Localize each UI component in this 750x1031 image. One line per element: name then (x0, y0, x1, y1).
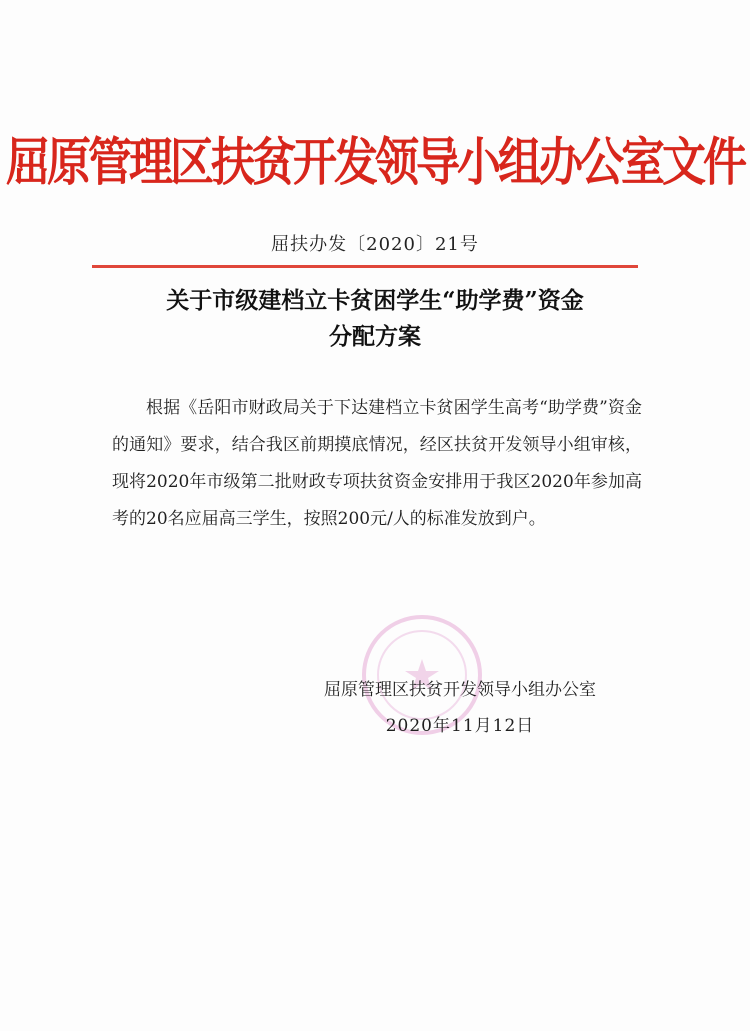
masthead-title: 屈原管理区扶贫开发领导小组办公室文件 (6, 132, 744, 194)
header-divider (92, 265, 638, 268)
title-line-1: 关于市级建档立卡贫困学生“助学费”资金 (166, 287, 584, 314)
body-paragraph: 根据《岳阳市财政局关于下达建档立卡贫困学生高考“助学费”资金的通知》要求，结合我区前期摸底情况，经区扶贫开发领导小组审核，现将2020年市级第二批财政专项扶贫资金安排用于我区2020年参加高考的20名应届高三学生，按照200元/人的标准发放到户。 (112, 398, 642, 529)
document-title (90, 283, 660, 355)
title-line-2: 分配方案 (329, 323, 421, 350)
signature-date: 2020年11月12日 (385, 716, 535, 736)
signature-organization: 屈原管理区扶贫开发领导小组办公室 (324, 680, 596, 700)
document-number: 屈扶办发〔2020〕21号 (271, 234, 479, 255)
signature-block (290, 672, 630, 744)
